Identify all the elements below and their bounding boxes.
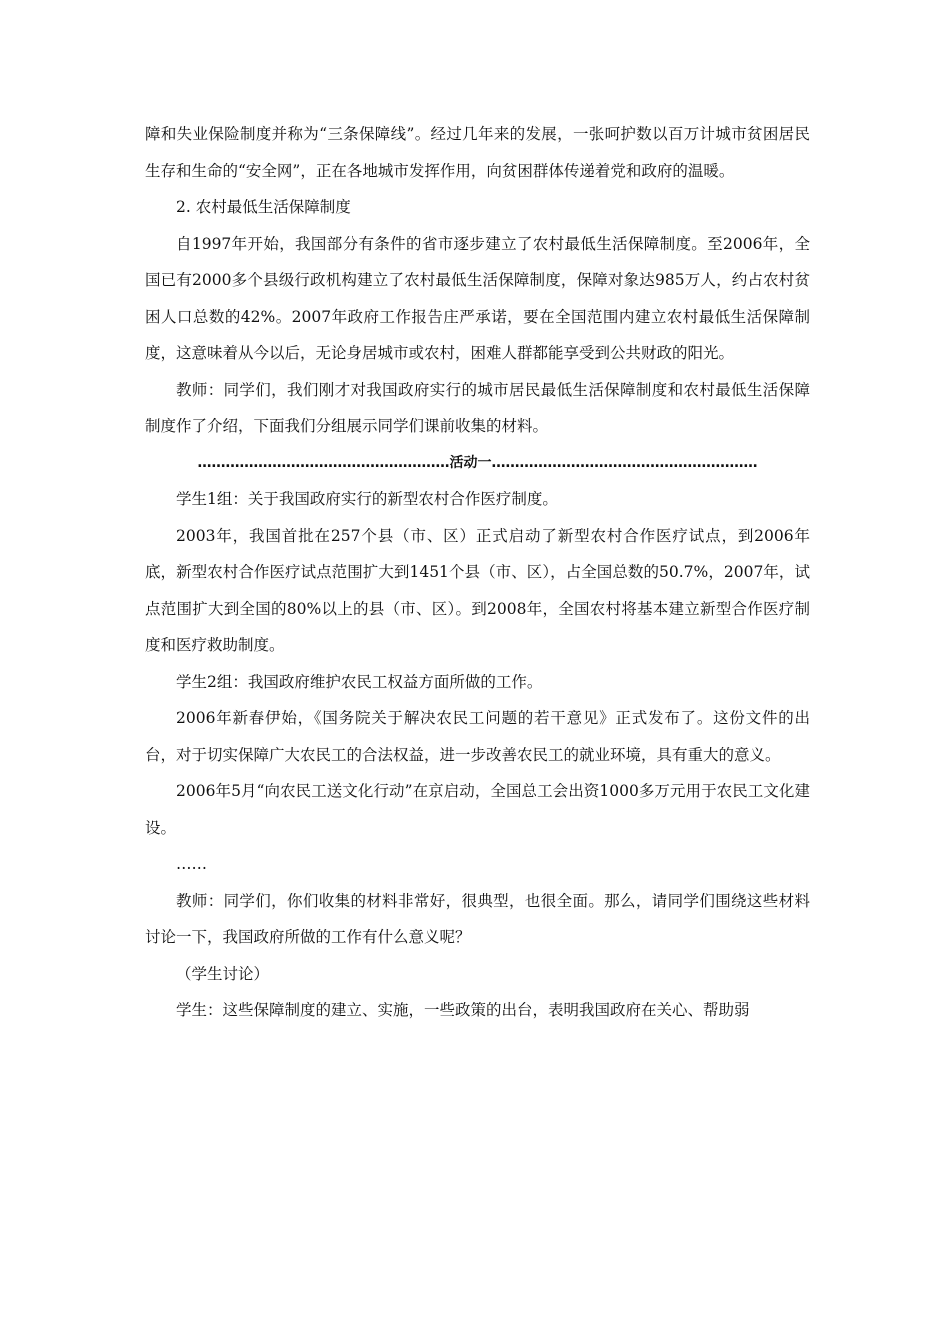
paragraph: 学生：这些保障制度的建立、实施，一些政策的出台，表明我国政府在关心、帮助弱 <box>176 1001 750 1019</box>
paragraph: 自1997年开始，我国部分有条件的省市逐步建立了农村最低生活保障制度。至2006年，全国已有2000多个县级行政机构建立了农村最低生活保障制度，保障对象达985万人，约占农村贫困人口总数的42%。2007年政府工作报告庄严承诺，要在全国范围内建立农村最低生活保障制度，这意味着从今以后，无论身居城市或农村，困难人群都能享受到公共财政的阳光。 <box>145 234 810 362</box>
paragraph: 2006年新春伊始，《国务院关于解决农民工问题的若干意见》正式发布了。这份文件的出台，对于切实保障广大农民工的合法权益，进一步改善农民工的就业环境，具有重大的意义。 <box>145 709 810 764</box>
paragraph: 2003年，我国首批在257个县（市、区）正式启动了新型农村合作医疗试点，到2006年底，新型农村合作医疗试点范围扩大到1451个县（市、区），占全国总数的50.7%，2007年，试点范围扩大到全国的80%以上的县（市、区）。到2008年，全国农村将基本建立新型合作医疗制度和医疗救助制度。 <box>145 526 810 654</box>
section-heading: 2. 农村最低生活保障制度 <box>176 198 351 216</box>
paragraph: 障和失业保险制度并称为“三条保障线”。经过几年来的发展，一张呵护数以百万计城市贫困居民生存和生命的“安全网”，正在各地城市发挥作用，向贫困群体传递着党和政府的温暖。 <box>145 125 810 180</box>
paragraph: 教师：同学们，你们收集的材料非常好，很典型，也很全面。那么，请同学们围绕这些材料讨论一下，我国政府所做的工作有什么意义呢？ <box>145 891 810 946</box>
paragraph: 教师：同学们，我们刚才对我国政府实行的城市居民最低生活保障制度和农村最低生活保障制度作了介绍，下面我们分组展示同学们课前收集的材料。 <box>145 380 810 435</box>
paragraph: （学生讨论） <box>176 964 270 983</box>
paragraph: 2006年5月“向农民工送文化行动”在京启动，全国总工会出资1000多万元用于农民工文化建设。 <box>145 782 810 837</box>
ellipsis: …… <box>176 855 207 873</box>
paragraph: 学生1组：关于我国政府实行的新型农村合作医疗制度。 <box>176 490 558 508</box>
activity-divider: ………………………………………………活动一………………………………………………… <box>197 454 758 471</box>
body-text <box>145 116 810 1029</box>
paragraph: 学生2组：我国政府维护农民工权益方面所做的工作。 <box>176 672 543 691</box>
